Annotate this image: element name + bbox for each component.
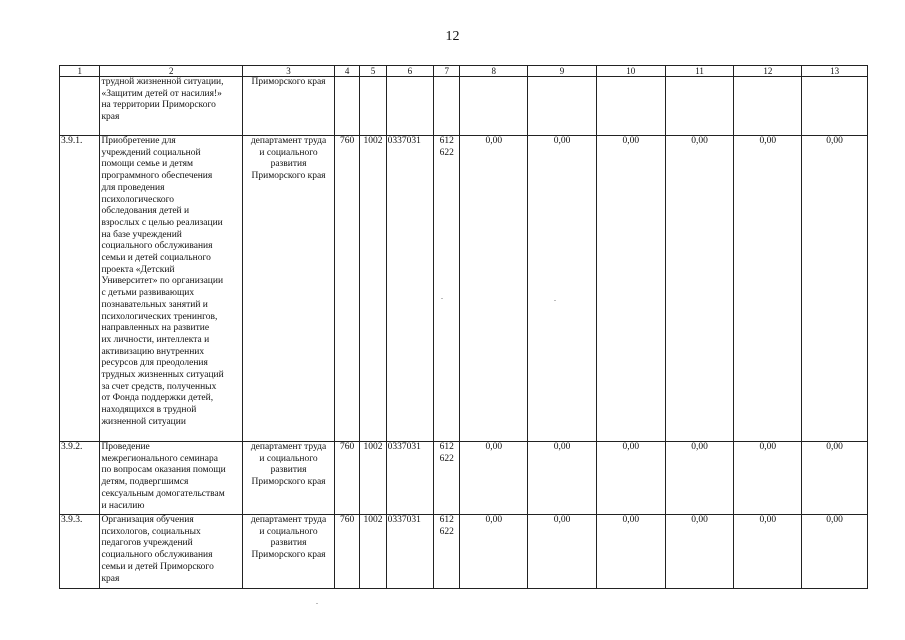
code-grbs: 760: [335, 136, 360, 442]
value-col-10: 0,00: [596, 515, 665, 589]
value-col-13: [802, 77, 868, 136]
value-col-11: 0,00: [665, 442, 734, 515]
measure-name: Приобретение для учреждений социальной помощи семье и детям программного обеспечения для проведения психологического обследования детей и взрослых с целью реализации на базе учреждений социального обслуживания семьи и детей социального проекта «Детский Университет» по организации с детьми развивающих познавательных занятий и психологических тренингов, направленных на развитие их личности, интеллекта и активизацию внутренних ресурсов для преодоления трудных жизненных ситуаций за счет средств, полученных от Фонда поддержки детей, находящихся в трудной жизненной ситуации: [100, 136, 243, 442]
executor: департамент труда и социального развития Приморского края: [243, 442, 335, 515]
value-col-8: [460, 77, 528, 136]
code-target-article: 0337031: [386, 136, 434, 442]
value-col-9: [528, 77, 597, 136]
column-header-8: 8: [460, 66, 528, 77]
code-grbs: [335, 77, 360, 136]
column-header-12: 12: [734, 66, 802, 77]
scan-speck: [441, 298, 443, 299]
column-header-6: 6: [386, 66, 434, 77]
code-target-article: [386, 77, 434, 136]
value-col-11: 0,00: [665, 136, 734, 442]
value-col-9: 0,00: [528, 442, 597, 515]
column-header-13: 13: [802, 66, 868, 77]
value-col-8: 0,00: [460, 442, 528, 515]
value-col-8: 0,00: [460, 515, 528, 589]
value-col-10: 0,00: [596, 442, 665, 515]
column-header-7: 7: [434, 66, 460, 77]
column-header-9: 9: [528, 66, 597, 77]
table-row: [60, 77, 868, 136]
value-col-10: [596, 77, 665, 136]
code-expense-type: [434, 77, 460, 136]
table-row: [60, 442, 868, 515]
value-col-9: 0,00: [528, 136, 597, 442]
value-col-13: 0,00: [802, 442, 868, 515]
code-section: [360, 77, 386, 136]
row-number: 3.9.1.: [60, 136, 100, 442]
value-col-12: 0,00: [734, 136, 802, 442]
executor: Приморского края: [243, 77, 335, 136]
row-number: 3.9.2.: [60, 442, 100, 515]
code-grbs: 760: [335, 515, 360, 589]
column-number-header-row: [60, 66, 868, 77]
page-number: 12: [445, 29, 460, 44]
code-section: 1002: [360, 136, 386, 442]
executor: департамент труда и социального развития Приморского края: [243, 136, 335, 442]
table-row: [60, 515, 868, 589]
measure-name: Организация обучения психологов, социальных педагогов учреждений социального обслуживания семьи и детей Приморского края: [100, 515, 243, 589]
value-col-9: 0,00: [528, 515, 597, 589]
value-col-12: 0,00: [734, 515, 802, 589]
column-header-2: 2: [100, 66, 243, 77]
executor: департамент труда и социального развития Приморского края: [243, 515, 335, 589]
program-measures-table: [59, 65, 868, 589]
value-col-8: 0,00: [460, 136, 528, 442]
column-header-5: 5: [360, 66, 386, 77]
value-col-12: 0,00: [734, 442, 802, 515]
code-section: 1002: [360, 442, 386, 515]
code-target-article: 0337031: [386, 515, 434, 589]
measure-name: трудной жизненной ситуации, «Защитим детей от насилия!» на территории Приморского края: [100, 77, 243, 136]
code-expense-type: 612 622: [434, 515, 460, 589]
column-header-1: 1: [60, 66, 100, 77]
column-header-11: 11: [665, 66, 734, 77]
column-header-10: 10: [596, 66, 665, 77]
row-number: 3.9.3.: [60, 515, 100, 589]
value-col-11: 0,00: [665, 515, 734, 589]
code-target-article: 0337031: [386, 442, 434, 515]
column-header-4: 4: [335, 66, 360, 77]
row-number: [60, 77, 100, 136]
value-col-12: [734, 77, 802, 136]
value-col-10: 0,00: [596, 136, 665, 442]
code-section: 1002: [360, 515, 386, 589]
scan-speck: [554, 300, 556, 301]
column-header-3: 3: [243, 66, 335, 77]
code-grbs: 760: [335, 442, 360, 515]
value-col-13: 0,00: [802, 515, 868, 589]
code-expense-type: 612 622: [434, 442, 460, 515]
scan-speck: [316, 603, 318, 604]
measure-name: Проведение межрегионального семинара по вопросам оказания помощи детям, подвергшимся сексуальным домогательствам и насилию: [100, 442, 243, 515]
code-expense-type: 612 622: [434, 136, 460, 442]
value-col-11: [665, 77, 734, 136]
value-col-13: 0,00: [802, 136, 868, 442]
table-row: [60, 136, 868, 442]
